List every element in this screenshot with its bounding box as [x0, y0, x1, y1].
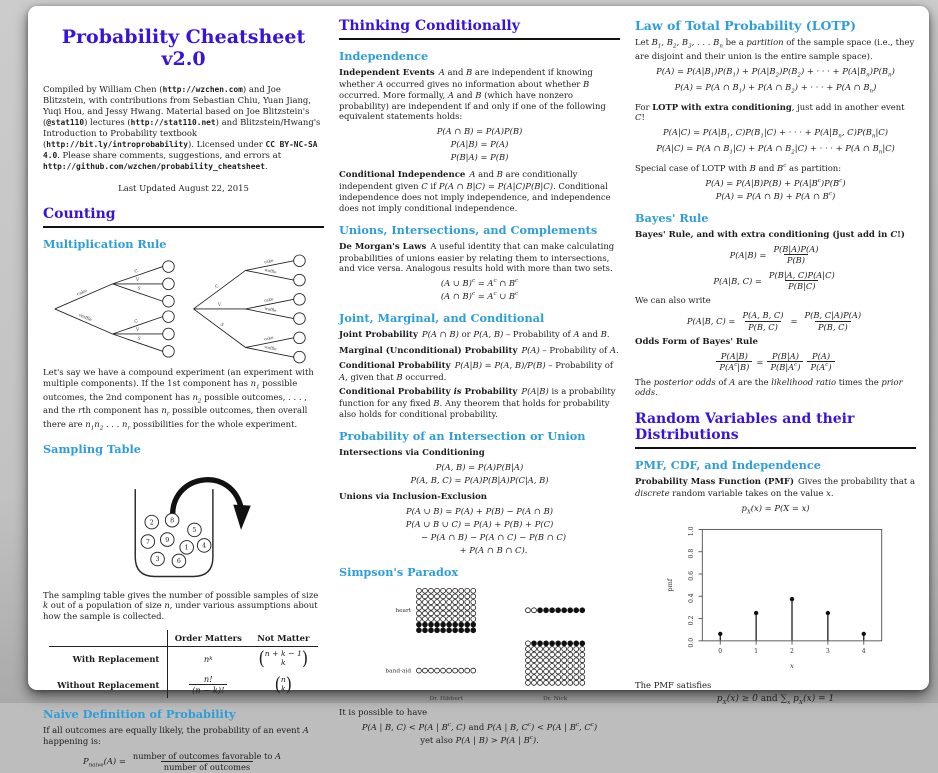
binom-bottom: k: [280, 683, 286, 693]
subsection-simpsons-paradox: Simpson's Paradox: [339, 565, 459, 580]
equals-sign: =: [756, 356, 764, 367]
pmf-text: Gives the probability that a discrete random variable takes on the value x.: [635, 476, 915, 499]
naive-body: If all outcomes are equally likely, the probability of an event A happening is:: [43, 725, 309, 747]
table-header-order-matters: Order Matters: [167, 630, 248, 647]
simpsons-paradox-diagram: [343, 583, 616, 704]
svg-text:4: 4: [862, 648, 867, 656]
binom-top: n: [280, 674, 286, 684]
column-right: [635, 16, 916, 706]
svg-text:V: V: [217, 303, 221, 309]
frac-num: P(A|B): [720, 350, 748, 361]
svg-text:0.2: 0.2: [688, 615, 696, 626]
frac-den: P(B|C): [785, 280, 818, 291]
formula-line: + P(A ∩ B ∩ C).: [459, 545, 528, 556]
cell-with-order: n k: [167, 647, 248, 671]
sampling-body: The sampling table gives the number of possible samples of size k out of a population of size n, under various assumptions about how the sample is collected.: [43, 589, 319, 622]
possible-line: It is possible to have: [339, 707, 428, 718]
subsection-pmf-cdf-independence: PMF, CDF, and Independence: [635, 458, 821, 473]
frac-den: (n − k)!: [189, 684, 227, 695]
formula-line: P(A) = P(A ∩ $B_1) + P(A$ ∩ $B_2$) + · · · + P(A ∩ $B_n$): [674, 81, 877, 95]
multiplication-body: Let's say we have a compound experiment (an experiment with multiple components). If the 1st component has $n_1$ possible outcomes, the 2nd component has $n_2$ possible outcomes, . . . , and the rth component has $n_r$ possible outcomes, then overall there are $n_1n_2$ . . . $n_r$ possibilities for the whole experiment.: [43, 366, 314, 432]
joint-probability-item: [339, 329, 620, 341]
formula-line: − P(A ∩ B) − P(A ∩ C) − P(B ∩ C): [420, 532, 567, 543]
svg-text:9: 9: [164, 536, 170, 544]
svg-text:Dr. Hibbert: Dr. Hibbert: [429, 696, 464, 703]
formula-line: P(A, B) = P(A)P(B|A): [435, 461, 524, 472]
svg-text:8: 8: [169, 517, 174, 525]
subsection-joint-marginal-conditional: Joint, Marginal, and Conditional: [339, 311, 545, 326]
formula-line: $P(A) = P(A|B)P(B) + P(A|B^c)P(B^c)$: [705, 177, 846, 188]
last-updated: Last Updated August 22, 2015: [118, 182, 249, 193]
frac-num: P(A): [812, 350, 831, 361]
svg-text:C: C: [133, 269, 139, 276]
frac-den: P(B): [784, 254, 808, 265]
odds-formula: [635, 351, 916, 373]
intro-paragraph: Compiled by William Chen (http://wzchen.com) and Joe Blitzstein, with contributions from Sebastian Chiu, Yuan Jiang, Yuqi Hou, and Jessy Hwang. Material based on Joe Blitzstein's (@stat110) lectures (http://stat110.net) and Blitzstein/Hwang's Introduction to Probability textbook (http://bit.ly/introprobability). Licensed under CC BY-NC-SA 4.0. Please share comments, suggestions, and errors at http://github.com/wzchen/probability_cheatsheet.: [43, 84, 321, 171]
table-corner: [49, 630, 168, 647]
intersections-via-conditioning-lead: Intersections via Conditioning: [339, 447, 485, 458]
lotp-formulas-2: [635, 127, 916, 157]
formula-line: P(A ∪ B) = P(A) + P(B) − P(A ∩ B): [406, 506, 553, 517]
conditional-independence-text: A and B are conditionally independent given C if P(A ∩ B|C) = P(A|C)P(B|C). Conditional independence does not imply independence, and independence does not imply conditional independence.: [339, 169, 611, 213]
independence-formulas: [339, 126, 620, 163]
sampling-table: [49, 630, 319, 698]
item-lead: Joint Probability: [339, 330, 418, 341]
formula-line: P(A|B) = P(A): [450, 139, 509, 150]
decision-tree-diagram: [49, 255, 319, 363]
formula-line: P(A, B, C) = P(A)P(B|A)P(C|A, B): [410, 475, 549, 486]
demorgans-text: A useful identity that can make calculating probabilities of unions easier by relating them to intersections, and vice versa. Analogous results hold with more than two sets.: [339, 240, 615, 274]
lotp-body: Let $B_1$, $B_2$, $B_3$, . . . $B_n$ be a partition of the sample space (i.e., they are disjoint and their union is the entire sample space).: [635, 37, 915, 61]
subsection-multiplication-rule: Multiplication Rule: [43, 237, 167, 252]
column-middle: [339, 16, 620, 745]
svg-text:V: V: [135, 328, 139, 334]
conditional-is-probability-item: [339, 386, 620, 420]
conditional-independence-lead: Conditional Independence: [339, 170, 466, 181]
demorgans-body: [339, 241, 620, 275]
item-text: P(A) – Probability of A.: [521, 344, 619, 355]
formula-line: $P(A|C) = P(A|B_1$, $C)P(B_1|C)$ + · · · + $P(A|B_n$, $C)P(B_n|C)$: [663, 127, 888, 140]
svg-text:1.0: 1.0: [688, 526, 696, 537]
item-text: P(A ∩ B) or P(A, B) – Probability of A and B.: [421, 329, 610, 340]
item-lead: Conditional Probability is Probability: [339, 387, 518, 398]
union-formulas: [339, 506, 620, 556]
numbered-balls: [141, 513, 211, 567]
formula-lhs: P(A|B, C) =: [713, 275, 762, 286]
subsection-lotp: Law of Total Probability (LOTP): [635, 18, 856, 33]
frac-den: $P(A^c|B)$: [716, 361, 752, 372]
column-left: [43, 16, 324, 773]
svg-text:5: 5: [192, 527, 197, 535]
pmf-chart: [657, 520, 893, 676]
marginal-probability-item: [339, 345, 620, 357]
svg-text:0.0: 0.0: [688, 638, 696, 649]
svg-text:Dr. Nick: Dr. Nick: [543, 696, 568, 703]
svg-text:band-aid: band-aid: [385, 668, 412, 675]
frac-den: $P(A^c)$: [807, 361, 834, 372]
frac-num: P(B|A): [771, 350, 799, 361]
frac-num: P(B, C|A)P(A): [804, 310, 862, 321]
subsection-intersection-or-union: Probability of an Intersection or Union: [339, 428, 586, 443]
pmf-satisfies-line: The PMF satisfies: [635, 679, 712, 690]
svg-text:2: 2: [149, 519, 154, 527]
svg-text:C: C: [133, 319, 139, 326]
pmf-satisfies-formula: $p_X(x) \ge 0$ and $\sum_x$ $p_X(x) = 1$: [716, 693, 835, 706]
sampling-jar-diagram: [77, 460, 291, 586]
cell-without-order: [167, 671, 248, 699]
svg-text:waffle: waffle: [263, 306, 277, 314]
item-text: P(A|B) = P(A, B)/P(B) – Probability of A, given that B occurred.: [339, 360, 613, 383]
svg-text:6: 6: [176, 558, 181, 566]
demorgans-lead: De Morgan's Laws: [339, 241, 427, 252]
conditional-independence-body: [339, 169, 620, 213]
subsection-naive-definition: Naive Definition of Probability: [43, 707, 236, 722]
item-text: P(A|B) is a probability function for any fixed B. Any theorem that holds for probability also holds for conditional probability.: [339, 386, 616, 420]
formula-line: P(B|A) = P(B): [450, 152, 509, 163]
svg-text:2: 2: [790, 648, 795, 656]
frac-num: P(B|A)P(A): [773, 243, 819, 254]
svg-text:3: 3: [155, 556, 160, 564]
page-title: Probability Cheatsheet v2.0: [61, 26, 306, 70]
cheatsheet-page: [28, 6, 929, 773]
frac-den: $P(B|A^c)$: [767, 361, 803, 372]
section-heading-counting: Counting: [43, 206, 324, 228]
independence-body: [339, 67, 620, 122]
subsection-unions-intersections: Unions, Intersections, and Complements: [339, 222, 598, 237]
conditional-probability-item: [339, 360, 620, 383]
formula-line: (A ∩ $B)^c = A^c$ ∪ $B^c$: [440, 291, 519, 302]
svg-text:cake: cake: [263, 335, 274, 343]
bayes-formula-2: [635, 270, 916, 292]
formula-line: P(A) = P(A ∩ B) + P(A ∩ $B^c$): [715, 191, 836, 202]
svg-text:4: 4: [201, 542, 206, 550]
svg-text:pmf: pmf: [666, 579, 675, 593]
pmf-lead: Probability Mass Function (PMF): [635, 477, 795, 488]
frac-den: P(B, C): [745, 321, 781, 332]
subsection-sampling-table: Sampling Table: [43, 441, 141, 456]
formula-line: P(A ∪ B ∪ C) = P(A) + P(B) + P(C): [405, 519, 554, 530]
svg-text:waffle: waffle: [263, 267, 277, 275]
formula-line: P(A | B, C) < P(A | $B^c$, C) and P(A | B, $C^c) < P(A$ | $B^c$, $C^c$): [361, 721, 598, 732]
svg-text:cake: cake: [76, 289, 88, 298]
svg-text:V: V: [135, 278, 139, 284]
frac-num: number of outcomes favorable to A: [132, 751, 282, 762]
subsection-independence: Independence: [339, 49, 429, 63]
naive-formula: [43, 751, 324, 773]
svg-text:cake: cake: [263, 296, 274, 304]
svg-text:1: 1: [184, 544, 189, 552]
frac-num: n!: [203, 673, 213, 684]
svg-text:0.6: 0.6: [688, 571, 696, 582]
formula-line: P(A ∩ B) = P(A)P(B): [436, 126, 523, 137]
intersection-formulas: [339, 462, 620, 486]
independent-events-lead: Independent Events: [339, 68, 435, 78]
bayes-formula-1: [635, 244, 916, 266]
odds-form-lead: Odds Form of Bayes' Rule: [635, 336, 758, 347]
formula-line: $P(A) = P(A|B_1)P(B_1) + P(A|B_2)P(B_2)$ + · · · + $P(A|B_n)P(B_n)$: [656, 65, 895, 79]
svg-text:0: 0: [718, 648, 723, 656]
binom-bottom: k: [280, 657, 286, 667]
unions-via-inclusion-exclusion-lead: Unions via Inclusion-Exclusion: [339, 492, 487, 503]
subsection-bayes-rule: Bayes' Rule: [635, 210, 709, 225]
svg-text:S: S: [136, 286, 141, 293]
table-row-label-with-replacement: With Replacement: [72, 653, 160, 664]
svg-text:0.4: 0.4: [688, 593, 696, 604]
lotp-special-line: Special case of LOTP with B and $B^c$ as partition:: [635, 163, 842, 174]
pmf-formula: $p_X(x) = P(X = x)$: [741, 502, 810, 516]
bayes-formula-3: [635, 310, 916, 332]
cell-without-not: ( n k ): [274, 673, 293, 695]
svg-text:heart: heart: [395, 608, 412, 615]
cell-with-not: ( n + k − 1 k ): [258, 647, 309, 670]
independence-text: A and B are independent if knowing whether A occurred gives no information about whether B occurred. More formally, A and B (which have nonzero probability) are independent if and only if one of the following equivalent statements holds:: [339, 67, 606, 122]
section-heading-random-variables: Random Variables and their Distributions: [635, 411, 916, 449]
arrow-head: [233, 505, 250, 530]
formula-lhs: $P_{naive}(A)$ =: [82, 755, 126, 769]
demorgans-formulas: [339, 278, 620, 302]
svg-text:C: C: [214, 284, 220, 291]
svg-text:waffle: waffle: [77, 313, 92, 324]
formula-line: (A ∪ $B)^c = A^c$ ∩ $B^c$: [440, 278, 519, 289]
svg-text:x: x: [790, 662, 795, 671]
item-lead: Conditional Probability: [339, 361, 451, 372]
svg-text:cake: cake: [263, 258, 274, 265]
svg-text:0.8: 0.8: [688, 549, 696, 559]
svg-text:S: S: [218, 322, 224, 329]
lotp-formulas-1: [635, 66, 916, 96]
we-can-also-write: We can also write: [635, 295, 711, 306]
table-header-not-matter: Not Matter: [248, 630, 318, 647]
frac-den: P(B, C): [815, 321, 851, 332]
svg-text:waffle: waffle: [263, 344, 277, 352]
draw-arrow: [173, 480, 242, 524]
formula-lhs: P(A|B) =: [729, 249, 767, 260]
frac-num: P(B|A, C)P(A|C): [768, 269, 835, 280]
bayes-lead: Bayes' Rule, and with extra conditioning (just add in C!): [635, 229, 905, 240]
pmf-body: [635, 476, 916, 499]
formula-line: P(A|C) = P(A ∩ $B_1|C) + P(A$ ∩ $B_2|C$) + · · · + P(A ∩ $B_n|C$): [656, 143, 895, 156]
item-lead: Marginal (Unconditional) Probability: [339, 345, 518, 356]
section-heading-thinking-conditionally: Thinking Conditionally: [339, 18, 620, 40]
posterior-odds-line: The posterior odds of A are the likelihood ratio times the prior odds.: [635, 376, 903, 398]
lotp-formulas-3: [635, 178, 916, 202]
equals-sign: =: [790, 316, 798, 327]
binom-top: n + k − 1: [264, 649, 302, 659]
frac-num: P(A, B, C): [742, 310, 784, 321]
svg-text:1: 1: [754, 648, 759, 656]
svg-text:S: S: [136, 336, 141, 343]
svg-text:7: 7: [145, 538, 150, 546]
formula-line: yet also P(A | B) > P(A | $B^c$).: [420, 734, 539, 745]
formula-lhs: P(A|B, C) =: [686, 316, 736, 327]
lotp-extra-line: For LOTP with extra conditioning, just add in another event C!: [635, 101, 905, 123]
frac-den: number of outcomes: [161, 761, 253, 772]
svg-text:3: 3: [826, 648, 831, 656]
table-row-label-without-replacement: Without Replacement: [57, 679, 160, 690]
